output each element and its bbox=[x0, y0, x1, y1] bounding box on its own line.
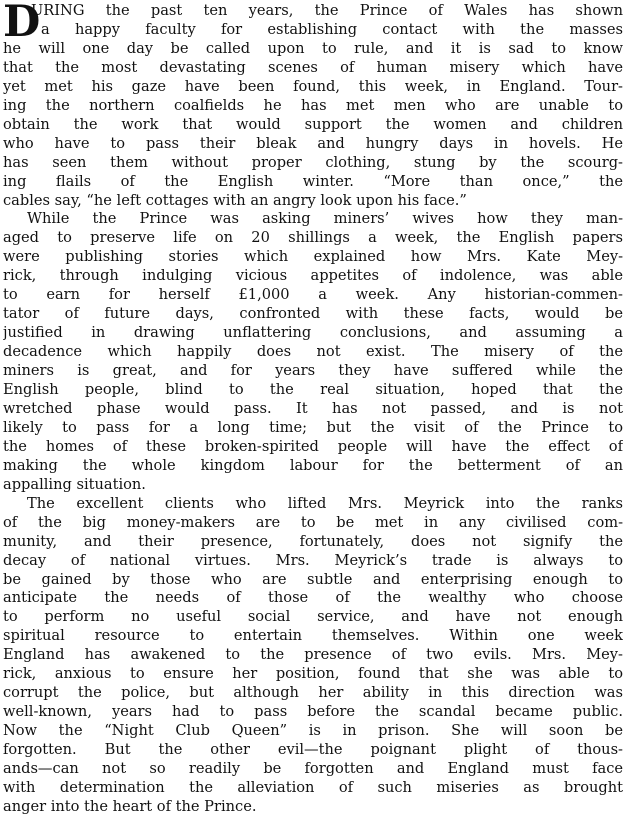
text-line: munity, and their presence, fortunately, does not signify the bbox=[3, 532, 623, 550]
text-line: aged to preserve life on 20 shillings a week, the English papers bbox=[3, 229, 623, 247]
text-line: justified in drawing unflattering conclusions, and assuming a bbox=[3, 324, 623, 342]
text-line: Now the “Night Club Queen” is in prison. She will soon be bbox=[3, 722, 623, 740]
text-line: cables say, “he left cottages with an angry look upon his face.” bbox=[3, 191, 467, 209]
text-line: spiritual resource to entertain themselves. Within one week bbox=[3, 627, 623, 645]
text-line: anticipate the needs of those of the wealthy who choose bbox=[3, 589, 623, 607]
text-line: England has awakened to the presence of two evils. Mrs. Mey- bbox=[3, 646, 623, 664]
text-line: of the big money-makers are to be met in any civilised com- bbox=[3, 513, 623, 531]
text-line: the homes of these broken-spirited people will have the effect of bbox=[3, 437, 623, 455]
text-line: rick, through indulging vicious appetites of indolence, was able bbox=[3, 267, 623, 285]
text-line: anger into the heart of the Prince. bbox=[3, 797, 257, 815]
text-line: a happy faculty for establishing contact with the masses bbox=[41, 20, 623, 38]
text-line: with determination the alleviation of such miseries as brought bbox=[3, 778, 623, 796]
text-line: likely to pass for a long time; but the visit of the Prince to bbox=[3, 418, 623, 436]
text-line: ands—can not so readily be forgotten and England must face bbox=[3, 760, 623, 777]
text-line: he will one day be called upon to rule, and it is sad to know bbox=[3, 39, 623, 57]
text-line: that the most devastating scenes of human misery which have bbox=[3, 58, 623, 76]
text-line: The excellent clients who lifted Mrs. Meyrick into the ranks bbox=[27, 494, 623, 512]
text-line: who have to pass their bleak and hungry days in hovels. He bbox=[3, 134, 623, 152]
text-line: English people, blind to the real situation, hoped that the bbox=[3, 381, 623, 398]
text-line: tator of future days, confronted with these facts, would be bbox=[3, 305, 623, 323]
text-line: appalling situation. bbox=[3, 475, 146, 493]
text-line: be gained by those who are subtle and enterprising enough to bbox=[3, 570, 623, 588]
text-line: corrupt the police, but although her ability in this direction was bbox=[3, 684, 623, 702]
text-line: making the whole kingdom labour for the betterment of an bbox=[3, 456, 623, 474]
text-line: decay of national virtues. Mrs. Meyrick’s trade is always to bbox=[3, 551, 623, 569]
text-line: miners is great, and for years they have suffered while the bbox=[3, 362, 623, 380]
text-line: to earn for herself £1,000 a week. Any historian-commen- bbox=[3, 286, 623, 304]
text-line: well-known, years had to pass before the scandal became public. bbox=[3, 703, 623, 721]
text-line: URING the past ten years, the Prince of Wales has shown bbox=[31, 2, 623, 19]
text-line: decadence which happily does not exist. The misery of the bbox=[3, 343, 623, 361]
article-column bbox=[3, 0, 623, 821]
text-line: forgotten. But the other evil—the poignant plight of thous- bbox=[3, 741, 623, 759]
drop-cap: D bbox=[3, 0, 41, 47]
text-line: While the Prince was asking miners’ wives how they man- bbox=[27, 210, 623, 228]
text-line: wretched phase would pass. It has not passed, and is not bbox=[3, 399, 623, 417]
text-line: ing the northern coalfields he has met men who are unable to bbox=[3, 96, 623, 114]
text-line: ing flails of the English winter. “More than once,” the bbox=[3, 172, 623, 190]
text-line: yet met his gaze have been found, this week, in England. Tour- bbox=[3, 77, 623, 95]
text-line: rick, anxious to ensure her position, found that she was able to bbox=[3, 665, 623, 683]
text-line: obtain the work that would support the women and children bbox=[3, 115, 623, 133]
text-line: has seen them without proper clothing, stung by the scourg- bbox=[3, 153, 623, 171]
text-line: to perform no useful social service, and have not enough bbox=[3, 608, 623, 626]
text-line: were publishing stories which explained how Mrs. Kate Mey- bbox=[3, 248, 623, 266]
